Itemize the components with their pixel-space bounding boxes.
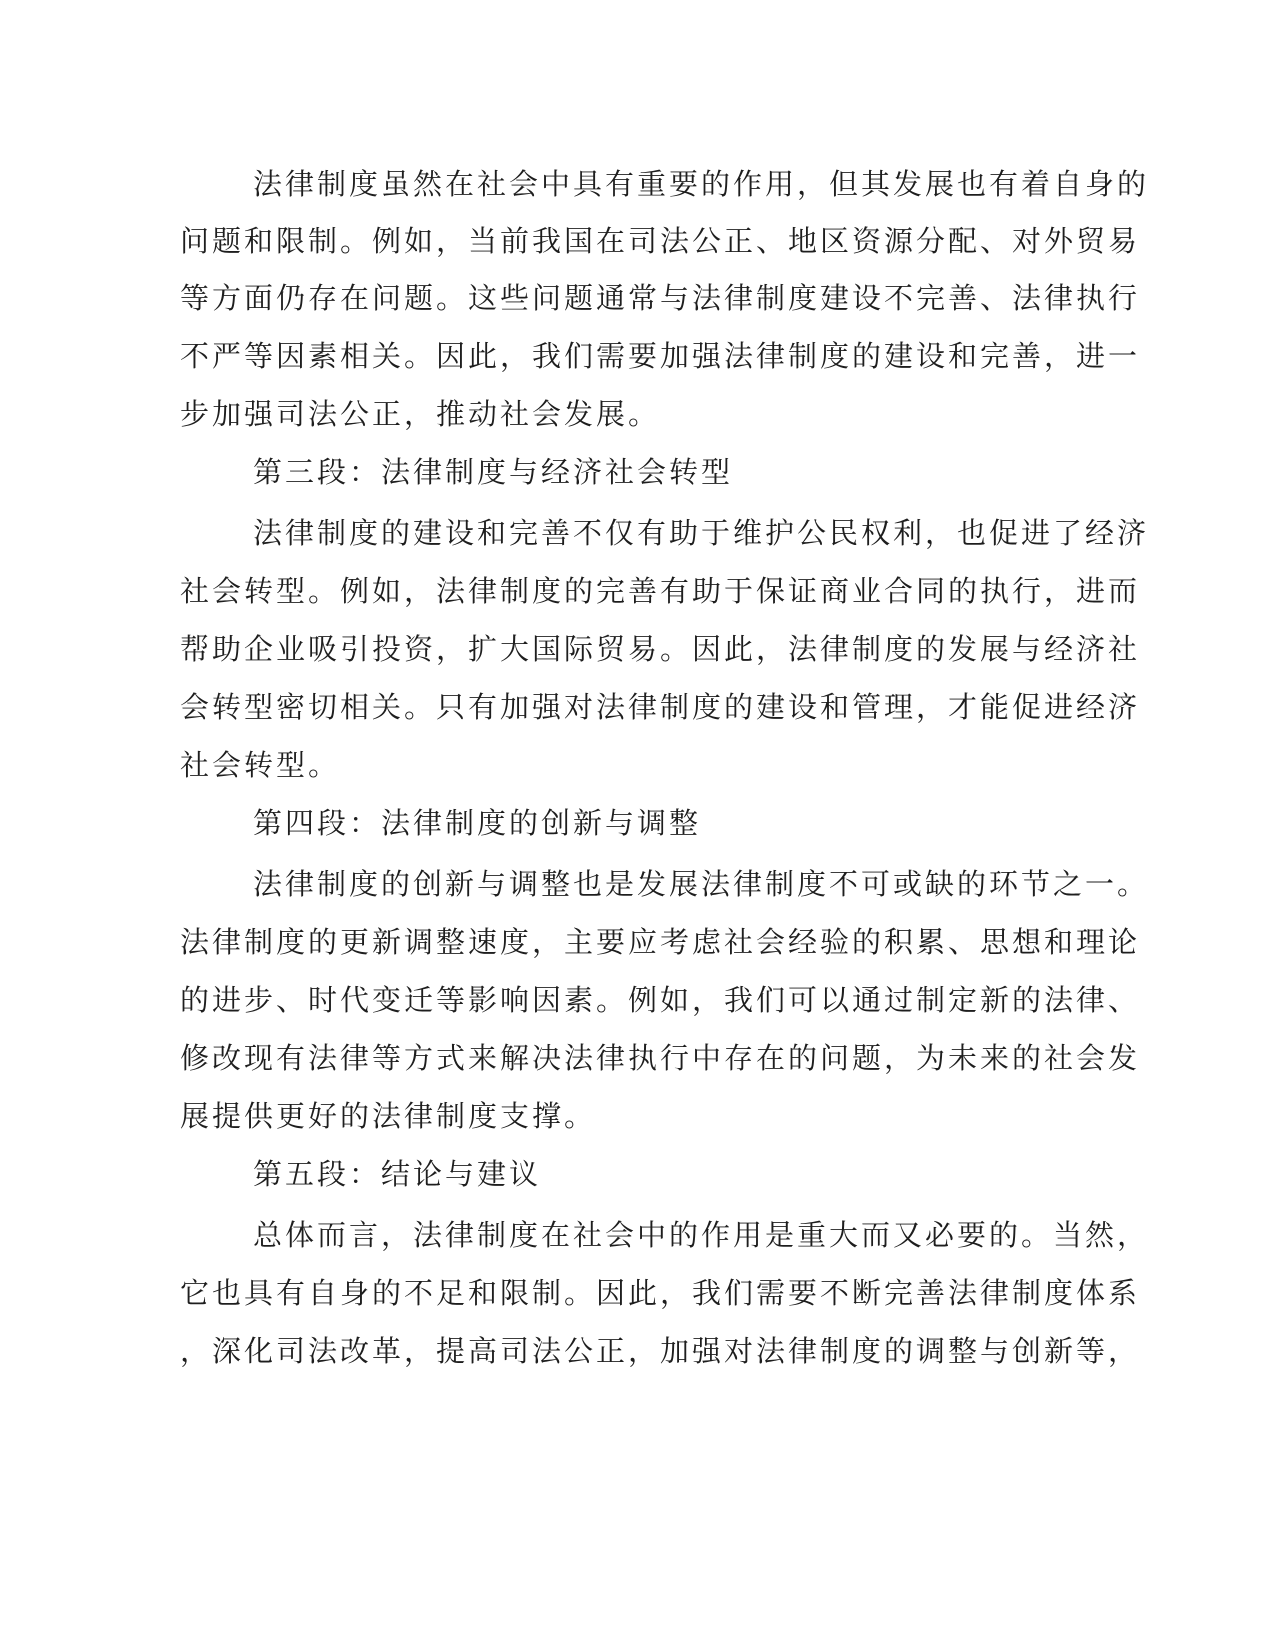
text-line: 法律制度的创新与调整也是发展法律制度不可或缺的环节之一。 [253,867,1150,901]
section-heading: 第五段：结论与建议 [253,1157,542,1191]
text-line: 社会转型。 [180,748,341,782]
section-heading: 第三段：法律制度与经济社会转型 [253,455,734,489]
text-line: 等方面仍存在问题。这些问题通常与法律制度建设不完善、法律执行 [180,281,1141,315]
text-line: 展提供更好的法律制度支撑。 [180,1099,597,1133]
text-line: 的进步、时代变迁等影响因素。例如，我们可以通过制定新的法律、 [180,983,1141,1017]
text-line: 它也具有自身的不足和限制。因此，我们需要不断完善法律制度体系 [180,1276,1141,1310]
text-line: 帮助企业吸引投资，扩大国际贸易。因此，法律制度的发展与经济社 [180,632,1141,666]
text-line: 法律制度虽然在社会中具有重要的作用，但其发展也有着自身的 [253,167,1150,201]
text-line: 法律制度的更新调整速度，主要应考虑社会经验的积累、思想和理论 [180,925,1141,959]
text-line: 总体而言，法律制度在社会中的作用是重大而又必要的。当然， [253,1218,1150,1252]
text-line: 问题和限制。例如，当前我国在司法公正、地区资源分配、对外贸易 [180,224,1141,258]
text-line: 法律制度的建设和完善不仅有助于维护公民权利，也促进了经济 [253,516,1150,550]
text-line: 步加强司法公正，推动社会发展。 [180,397,661,431]
section-heading: 第四段：法律制度的创新与调整 [253,806,702,840]
text-line: 会转型密切相关。只有加强对法律制度的建设和管理，才能促进经济 [180,690,1141,724]
text-line: ，深化司法改革，提高司法公正，加强对法律制度的调整与创新等， [180,1334,1141,1368]
text-line: 社会转型。例如，法律制度的完善有助于保证商业合同的执行，进而 [180,574,1141,608]
text-line: 修改现有法律等方式来解决法律执行中存在的问题，为未来的社会发 [180,1041,1141,1075]
text-line: 不严等因素相关。因此，我们需要加强法律制度的建设和完善，进一 [180,339,1141,373]
